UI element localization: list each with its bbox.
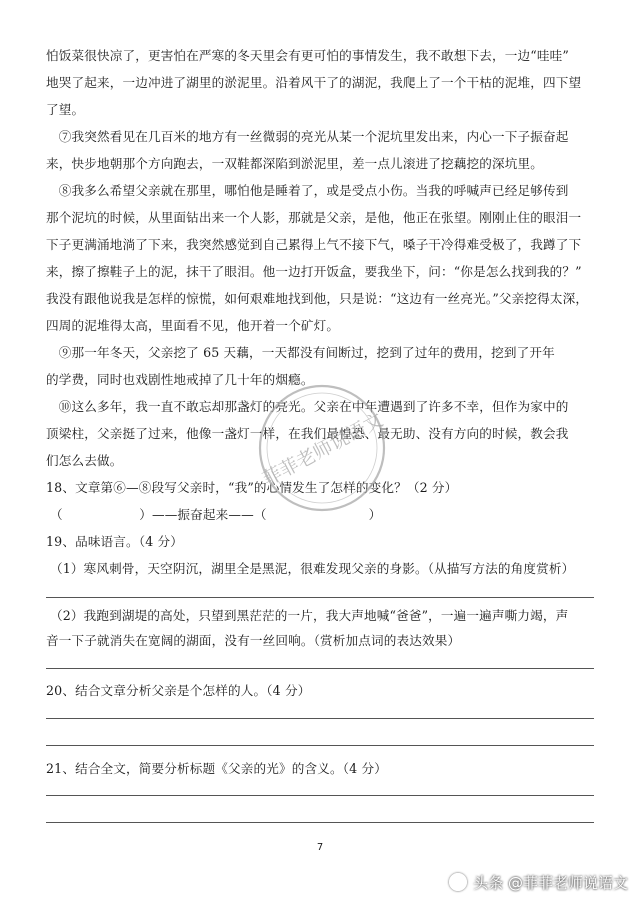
page-number: 7 bbox=[316, 842, 324, 853]
stamp-text: 菲菲老师说语文 bbox=[259, 408, 387, 491]
watermark-text: 头条 @菲菲老师说语文 bbox=[473, 873, 628, 892]
passage-line: 怕饭菜很快凉了，更害怕在严寒的冬天里会有更可怕的事情发生，我不敢想下去，一边“哇哇” bbox=[46, 48, 569, 63]
passage-line: ⑨那一年冬天，父亲挖了 65 天藕，一天都没有间断过，挖到了过年的费用，挖到了开年 bbox=[46, 345, 555, 360]
passage-line: 下子更满涌地淌了下来，我突然感觉到自己累得上气不接下气，嗓子干冷得难受极了，我蹲了下 bbox=[46, 237, 582, 252]
question-19-part-2-cont: 音一下子就消失在宽阔的湖面，没有一丝回响。（赏析加点词的表达效果） bbox=[46, 633, 461, 648]
platform-watermark bbox=[449, 870, 628, 894]
question-19-part-1: （1）寒风刺骨，天空阴沉，湖里全是黑泥，很难发现父亲的身影。（从描写方法的角度赏析） bbox=[50, 561, 575, 576]
passage-line: ⑦我突然看见在几百米的地方有一丝微弱的亮光从某一个泥坑里发出来，内心一下子振奋起 bbox=[46, 129, 569, 144]
passage-line: 来，擦了擦鞋子上的泥，抹干了眼泪。他一边打开饭盒，要我坐下，问：“你是怎么找到我的？” bbox=[46, 264, 582, 279]
passage-line: 那个泥坑的时候，从里面钻出来一个人影，那就是父亲，是他，他正在张望。刚刚止住的眼泪一 bbox=[46, 210, 582, 225]
question-18: 18、文章第⑥—⑧段写父亲时，“我”的心情发生了怎样的变化？（2 分） bbox=[46, 480, 458, 495]
passage-line: 地哭了起来，一边冲进了湖里的淤泥里。沿着风干了的湖泥，我爬上了一个干枯的泥堆，四下望 bbox=[46, 75, 582, 90]
passage-line: 们怎么去做。 bbox=[46, 453, 123, 468]
passage-line: ⑩这么多年，我一直不敢忘却那盏灯的亮光。父亲在中年遭遇到了许多不幸，但作为家中的 bbox=[46, 399, 569, 414]
passage-line: 的学费，同时也戏剧性地戒掉了几十年的烟瘾。 bbox=[46, 372, 314, 387]
answer-line bbox=[46, 795, 594, 796]
toutiao-logo-icon bbox=[449, 873, 467, 891]
answer-line bbox=[46, 668, 594, 669]
question-21: 21、结合全文，简要分析标题《父亲的光》的含义。（4 分） bbox=[46, 761, 387, 776]
answer-line bbox=[46, 597, 594, 598]
answer-line bbox=[46, 745, 594, 746]
answer-line bbox=[46, 822, 594, 823]
question-20: 20、结合文章分析父亲是个怎样的人。（4 分） bbox=[46, 683, 311, 698]
passage-line: 了望。 bbox=[46, 102, 85, 117]
passage-line: 四周的泥堆得太高，里面看不见，他开着一个矿灯。 bbox=[46, 318, 340, 333]
question-18-blank: （ ）——振奋起来——（ ） bbox=[50, 507, 382, 522]
answer-line bbox=[46, 718, 594, 719]
passage-line: 我没有跟他说我是怎样的惊慌，如何艰难地找到他，只是说：“这边有一丝亮光。”父亲挖得太深， bbox=[46, 291, 589, 306]
question-19-part-2: （2）我跑到湖堤的高处，只望到黑茫茫的一片，我大声地喊“爸爸”，一遍一遍声嘶力竭，声 bbox=[50, 608, 569, 623]
question-19: 19、品味语言。（4 分） bbox=[46, 534, 184, 549]
passage-line: ⑧我多么希望父亲就在那里，哪怕他是睡着了，或是受点小伤。当我的呼喊声已经足够传到 bbox=[46, 183, 569, 198]
passage-line: 顶梁柱，父亲挺了过来，他像一盏灯一样，在我们最惶恐、最无助、没有方向的时候，教会我 bbox=[46, 426, 569, 441]
passage-line: 来，快步地朝那个方向跑去，一双鞋都深陷到淤泥里，差一点儿滚进了挖藕挖的深坑里。 bbox=[46, 156, 544, 171]
